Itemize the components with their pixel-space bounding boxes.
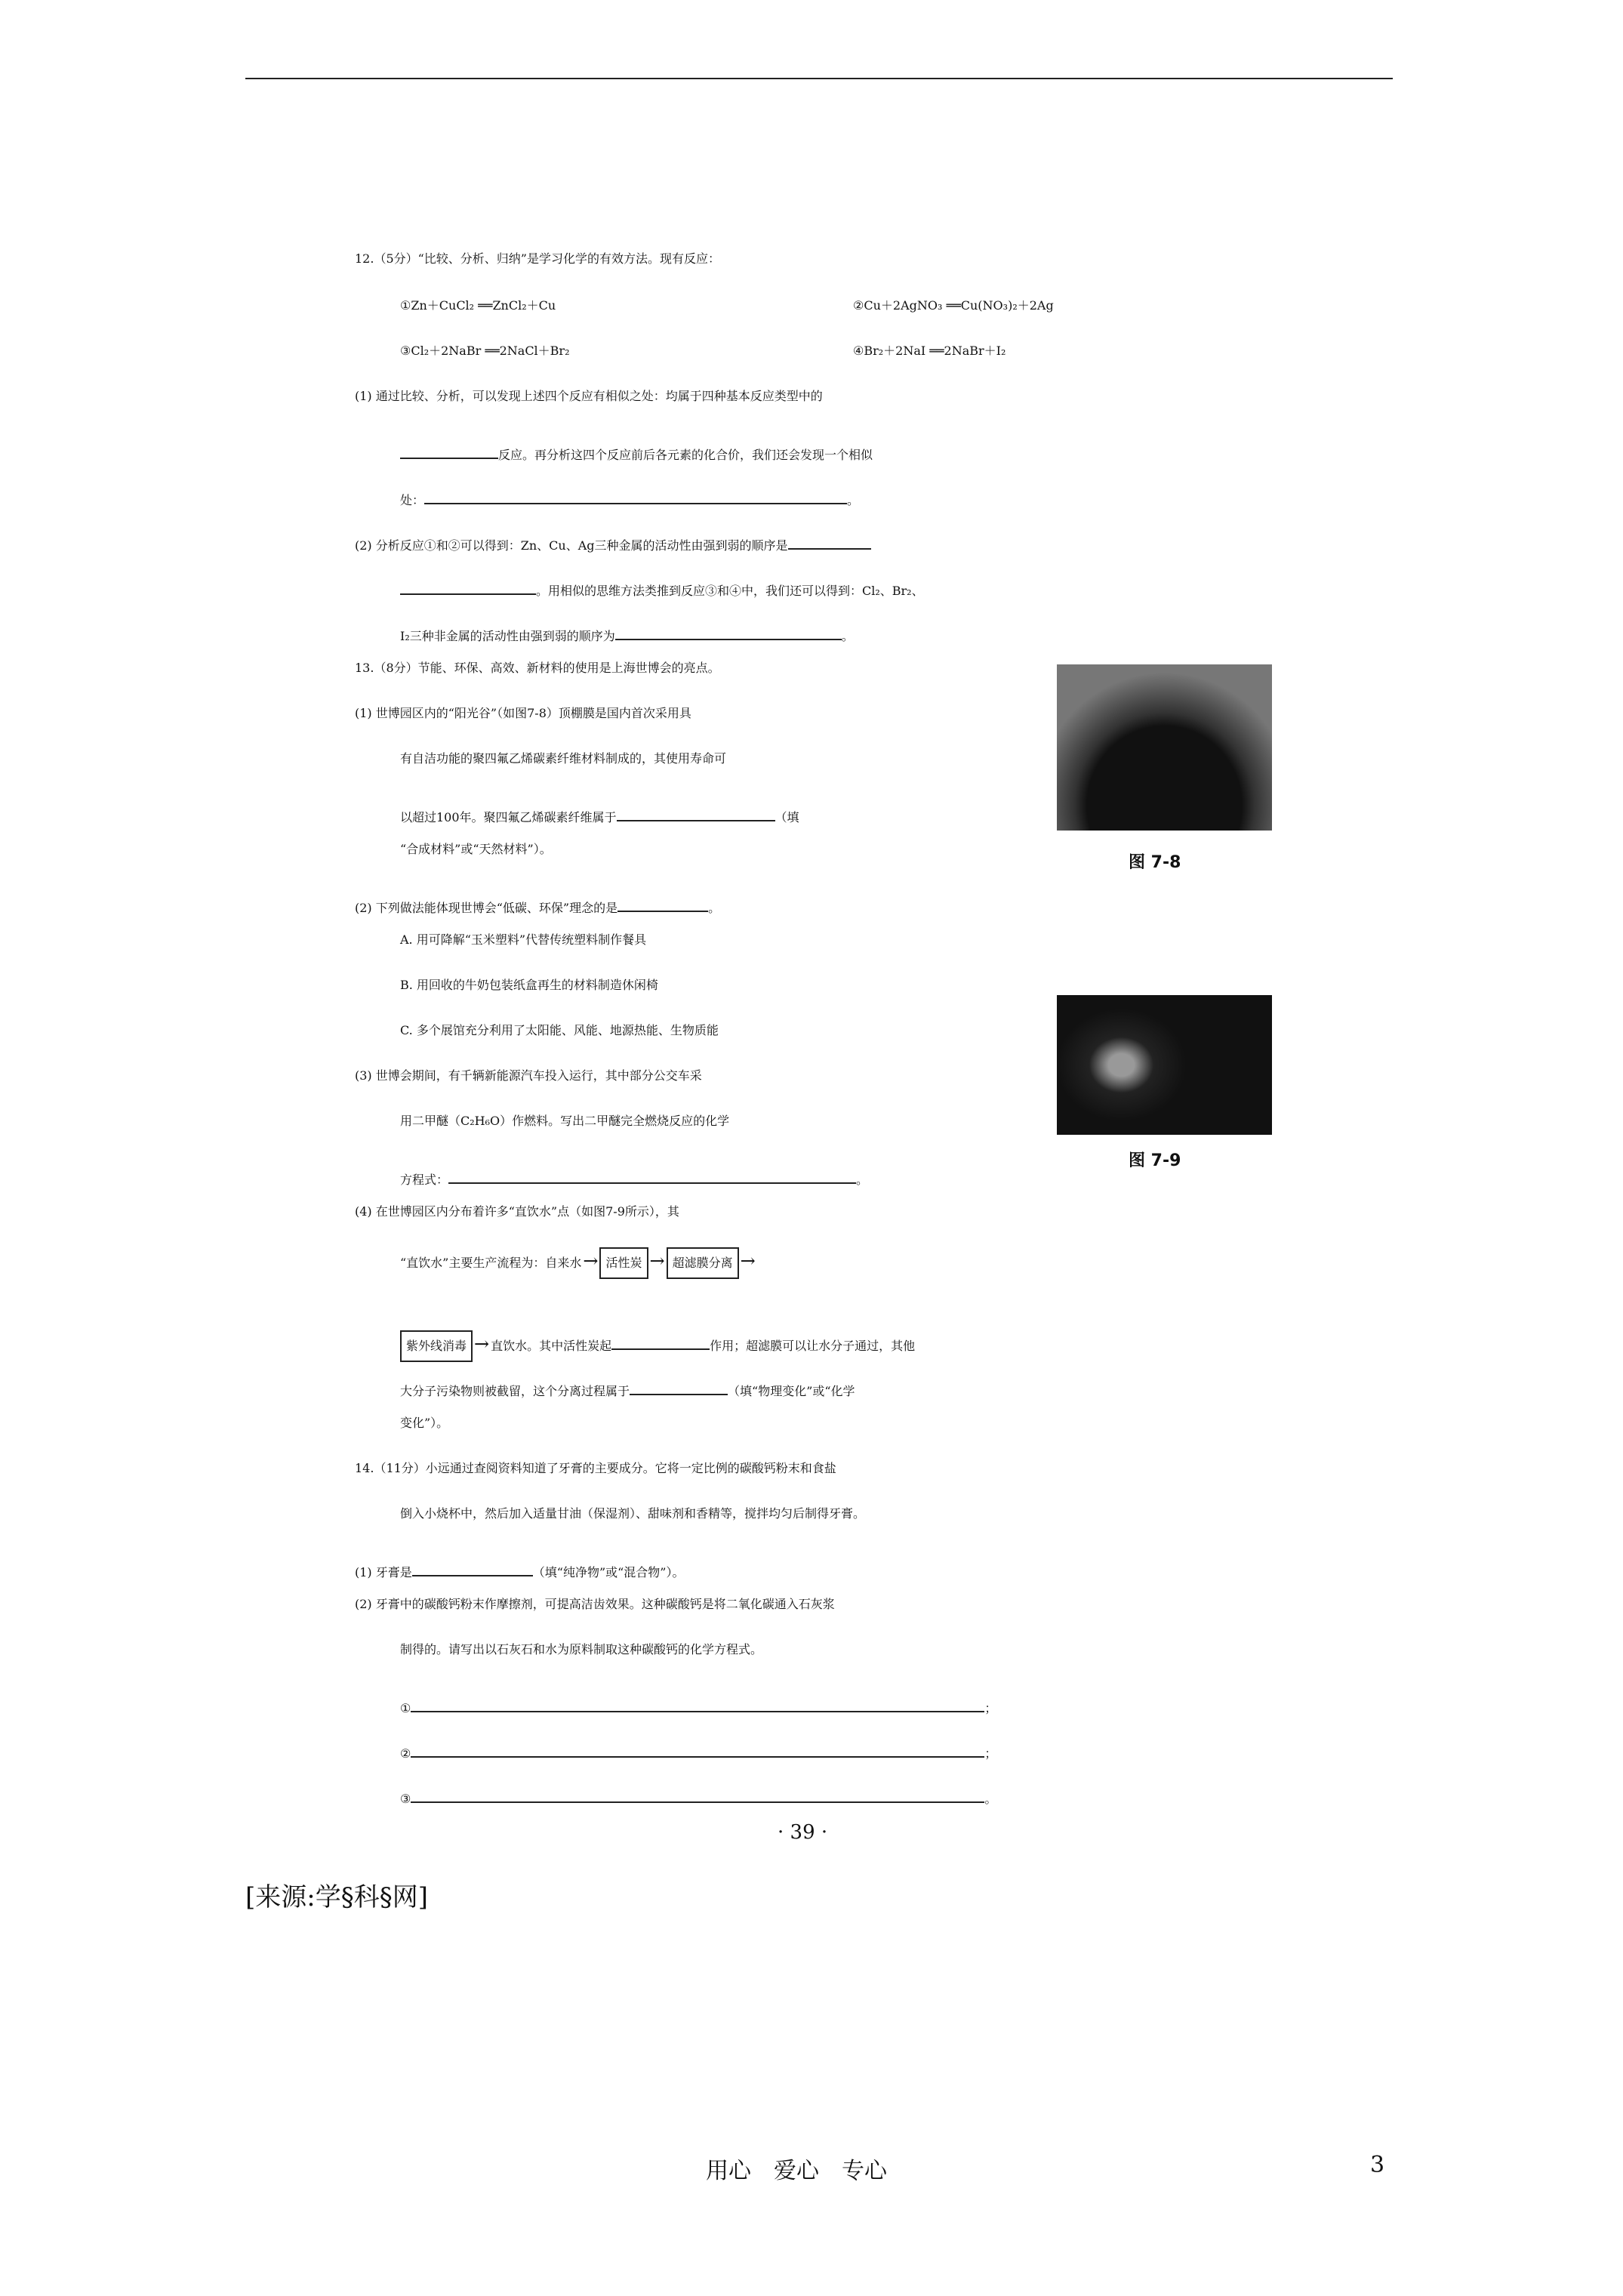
q12-part2-line2: 。用相似的思维方法类推到反应③和④中，我们还可以得到：Cl₂、Br₂、	[400, 568, 924, 599]
reaction-3: ③Cl₂＋2NaBr ══2NaCl＋Br₂	[400, 344, 570, 358]
q12-part1-line3: 处： 。	[400, 477, 859, 508]
option-a: A. 用可降解“玉米塑料”代替传统塑料制作餐具	[400, 932, 647, 947]
q12-heading: 12.（5分）“比较、分析、归纳”是学习化学的有效方法。现有反应：	[355, 251, 720, 266]
equation-line-3: ③ 。	[400, 1776, 996, 1807]
q13-part4-line2: “直饮水”主要生产流程为：自来水→ 活性炭 → 超滤膜分离 →	[400, 1247, 757, 1279]
flow-step-uv-disinfection: 紫外线消毒	[400, 1330, 473, 1362]
answer-blank[interactable]	[424, 477, 847, 504]
answer-blank[interactable]	[617, 794, 775, 821]
flow-step-ultrafiltration: 超滤膜分离	[667, 1247, 739, 1279]
page-number: 3	[1370, 2152, 1385, 2178]
q14-heading-line2: 倒入小烧杯中，然后加入适量甘油（保湿剂）、甜味剂和香精等，搅拌均匀后制得牙膏。	[400, 1506, 866, 1521]
q12-part1-line2: 反应。再分析这四个反应前后各元素的化合价，我们还会发现一个相似	[400, 432, 873, 463]
q13-part1-line1: (1) 世博园区内的“阳光谷”（如图7-8）顶棚膜是国内首次采用具	[355, 706, 691, 720]
q14-part1: (1) 牙膏是 （填“纯净物”或“混合物”）。	[355, 1549, 685, 1580]
answer-blank[interactable]	[400, 568, 536, 595]
q13-part1-line4: “合成材料”或“天然材料”）。	[400, 842, 552, 856]
answer-blank[interactable]	[448, 1157, 856, 1184]
reaction-2: ②Cu＋2AgNO₃ ══Cu(NO₃)₂＋2Ag	[853, 298, 1054, 313]
answer-blank[interactable]	[411, 1730, 984, 1758]
q12-part1-line1: (1) 通过比较、分析，可以发现上述四个反应有相似之处：均属于四种基本反应类型中的	[355, 389, 823, 403]
answer-blank[interactable]	[611, 1323, 710, 1350]
reaction-4: ④Br₂＋2NaI ══2NaBr＋I₂	[853, 344, 1006, 358]
q13-heading: 13.（8分）节能、环保、高效、新材料的使用是上海世博会的亮点。	[355, 661, 720, 675]
option-b: B. 用回收的牛奶包装纸盒再生的材料制造休闲椅	[400, 978, 658, 992]
footer-slogan: 用心 爱心 专心	[706, 2158, 887, 2184]
answer-blank[interactable]	[411, 1685, 984, 1712]
option-c: C. 多个展馆充分利用了太阳能、风能、地源热能、生物质能	[400, 1023, 719, 1037]
q13-part4-line1: (4) 在世博园区内分布着许多“直饮水”点（如图7-9所示），其	[355, 1204, 679, 1219]
q12-part2-line3: I₂三种非金属的活动性由强到弱的顺序为 。	[400, 613, 854, 644]
sunshine-valley-photo	[1057, 664, 1272, 831]
q13-part4-line4: 大分子污染物则被截留，这个分离过程属于 （填“物理变化”或“化学	[400, 1368, 855, 1399]
drinking-water-photo	[1057, 995, 1272, 1135]
answer-blank[interactable]	[412, 1549, 533, 1576]
arrow-right-icon: →	[740, 1250, 756, 1271]
answer-blank[interactable]	[617, 885, 708, 912]
q13-part3-line3: 方程式： 。	[400, 1157, 868, 1188]
q13-part1-line2: 有自洁功能的聚四氟乙烯碳素纤维材料制成的，其使用寿命可	[400, 751, 727, 766]
q13-part4-line3: 紫外线消毒 → 直饮水。其中活性炭起 作用；超滤膜可以让水分子通过，其他	[400, 1323, 915, 1362]
q14-heading-line1: 14.（11分）小远通过查阅资料知道了牙膏的主要成分。它将一定比例的碳酸钙粉末和食盐	[355, 1461, 836, 1475]
q14-part2-line1: (2) 牙膏中的碳酸钙粉末作摩擦剂，可提高洁齿效果。这种碳酸钙是将二氧化碳通入石灰浆	[355, 1597, 835, 1611]
q13-part3-line1: (3) 世博会期间，有千辆新能源汽车投入运行，其中部分公交车采	[355, 1068, 702, 1083]
q13-part3-line2: 用二甲醚（C₂H₆O）作燃料。写出二甲醚完全燃烧反应的化学	[400, 1114, 730, 1128]
figure-caption-7-9: 图 7-9	[1129, 1151, 1181, 1170]
answer-blank[interactable]	[615, 613, 842, 640]
q13-part1-line3: 以超过100年。聚四氟乙烯碳素纤维属于 （填	[400, 794, 799, 825]
flow-step-activated-carbon: 活性炭	[599, 1247, 648, 1279]
scan-page-number: · 39 ·	[778, 1821, 828, 1844]
arrow-right-icon: →	[583, 1250, 599, 1271]
q13-part4-line5: 变化”）。	[400, 1416, 449, 1430]
q13-part2: (2) 下列做法能体现世博会“低碳、环保”理念的是 。	[355, 885, 720, 916]
figure-caption-7-8: 图 7-8	[1129, 853, 1181, 872]
arrow-right-icon: →	[474, 1333, 490, 1354]
top-rule	[245, 78, 1393, 79]
answer-blank[interactable]	[411, 1776, 984, 1803]
answer-blank[interactable]	[400, 432, 498, 459]
answer-blank[interactable]	[788, 522, 871, 550]
equation-line-2: ② ；	[400, 1730, 996, 1761]
source-note: [来源:学§科§网]	[245, 1882, 428, 1912]
arrow-right-icon: →	[649, 1250, 665, 1271]
q14-part2-line2: 制得的。请写出以石灰石和水为原料制取这种碳酸钙的化学方程式。	[400, 1642, 763, 1657]
q12-part2-line1: (2) 分析反应①和②可以得到：Zn、Cu、Ag三种金属的活动性由强到弱的顺序是	[355, 522, 871, 553]
answer-blank[interactable]	[630, 1368, 728, 1395]
reaction-1: ①Zn＋CuCl₂ ══ZnCl₂＋Cu	[400, 298, 556, 313]
equation-line-1: ① ；	[400, 1685, 996, 1716]
